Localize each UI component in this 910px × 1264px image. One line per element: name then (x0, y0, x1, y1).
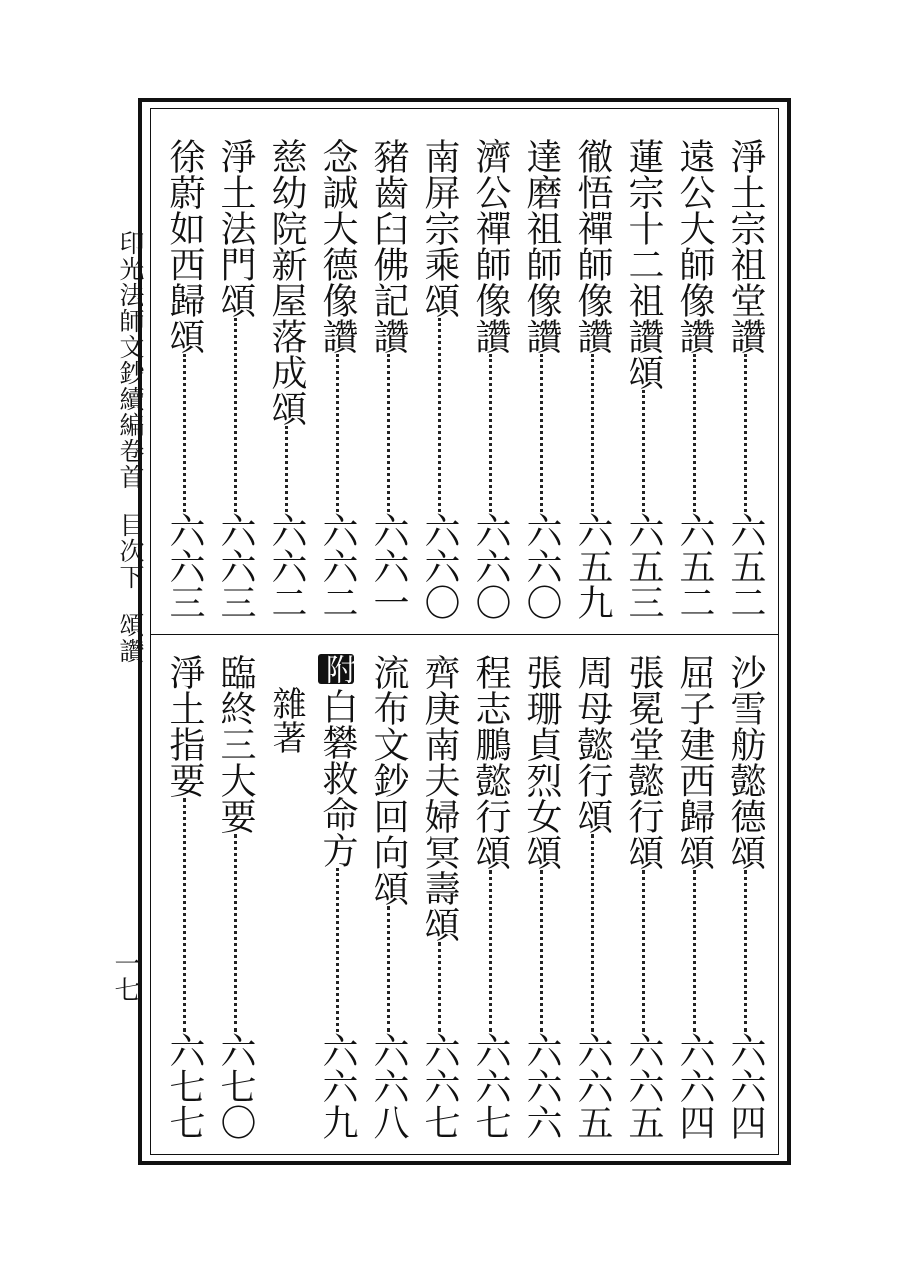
toc-entry-page: 六六四 (674, 1032, 715, 1140)
toc-entry-page: 六六〇 (470, 512, 511, 620)
dot-leader (234, 834, 237, 1032)
toc-entry-title: 徹悟禪師像讚 (572, 138, 613, 354)
toc-entry[interactable] (211, 138, 259, 620)
toc-entry-page: 六六三 (164, 512, 205, 620)
toc-entry-title: 程志鵬懿行頌 (470, 654, 511, 870)
toc-entry[interactable] (262, 138, 310, 620)
toc-entry[interactable] (160, 138, 208, 620)
appendix-mark: 附 (320, 654, 355, 684)
toc-entry[interactable] (670, 138, 718, 620)
toc-entry-page: 六五九 (572, 512, 613, 620)
dot-leader (489, 870, 492, 1032)
toc-entry-title: 豬齒臼佛記讚 (368, 138, 409, 354)
toc-entry-page: 六六〇 (419, 512, 460, 620)
toc-entry-page: 六五三 (623, 512, 664, 620)
toc-entry-title: 屈子建西歸頌 (674, 654, 715, 870)
dot-leader (438, 318, 441, 512)
toc-entry-title: 淨土指要 (164, 654, 205, 798)
section-heading (262, 654, 310, 1140)
toc-entry-page: 六六〇 (521, 512, 562, 620)
dot-leader (285, 426, 288, 512)
toc-entry-page: 六六二 (317, 512, 358, 620)
toc-entry-page: 六六三 (215, 512, 256, 620)
toc-entry-title: 流布文鈔回向頌 (368, 654, 409, 906)
toc-entry-page: 六六一 (368, 512, 409, 620)
toc-entry-page: 六五二 (725, 512, 766, 620)
register-divider (150, 634, 779, 635)
dot-leader (642, 870, 645, 1032)
toc-entry-page: 六六五 (623, 1032, 664, 1140)
toc-entry[interactable] (313, 654, 361, 1140)
dot-leader (540, 870, 543, 1032)
toc-entry-page: 六五二 (674, 512, 715, 620)
dot-leader (693, 870, 696, 1032)
running-head-book: 印光法師文鈔續編卷首 (116, 230, 145, 490)
dot-leader (693, 354, 696, 512)
toc-entry-title: 淨土法門頌 (215, 138, 256, 318)
toc-entry-page: 六六六 (521, 1032, 562, 1140)
dot-leader (540, 354, 543, 512)
page-number: 一七 (110, 950, 140, 1002)
toc-entry-title: 徐蔚如西歸頌 (164, 138, 205, 354)
toc-entry-page: 六六四 (725, 1032, 766, 1140)
dot-leader (591, 354, 594, 512)
dot-leader (744, 870, 747, 1032)
toc-entry-title-text: 白礬救命方 (317, 688, 358, 868)
toc-entry-title: 南屏宗乘頌 (419, 138, 460, 318)
toc-entry-page: 六七七 (164, 1032, 205, 1140)
toc-entry-page: 六六二 (266, 512, 307, 620)
dot-leader (183, 354, 186, 512)
toc-entry-title: 張冕堂懿行頌 (623, 654, 664, 870)
toc-entry[interactable] (619, 138, 667, 620)
toc-entry[interactable] (721, 138, 769, 620)
toc-entry-title: 齊庚南夫婦冥壽頌 (419, 654, 460, 942)
toc-entry[interactable] (466, 138, 514, 620)
dot-leader (591, 834, 594, 1032)
dot-leader (234, 318, 237, 512)
dot-leader (387, 906, 390, 1032)
dot-leader (438, 942, 441, 1032)
toc-entry-title: 張珊貞烈女頌 (521, 654, 562, 870)
toc-entry[interactable] (211, 654, 259, 1140)
toc-entry[interactable] (670, 654, 718, 1140)
toc-entry[interactable] (517, 654, 565, 1140)
dot-leader (336, 868, 339, 1032)
toc-entry-title: 慈幼院新屋落成頌 (266, 138, 307, 426)
toc-entry[interactable] (466, 654, 514, 1140)
toc-entry[interactable] (364, 138, 412, 620)
toc-entry-title: 濟公禪師像讚 (470, 138, 511, 354)
toc-entry[interactable] (160, 654, 208, 1140)
toc-entry[interactable] (517, 138, 565, 620)
running-head-section: 目次下 (116, 512, 145, 590)
dot-leader (183, 798, 186, 1032)
toc-entry-title: 念誠大德像讚 (317, 138, 358, 354)
toc-entry-title: 蓮宗十二祖讚頌 (623, 138, 664, 390)
toc-entry-title: 沙雪舫懿德頌 (725, 654, 766, 870)
toc-entry-page: 六七〇 (215, 1032, 256, 1140)
section-heading-text: 雜著 (266, 686, 306, 754)
toc-entry-page: 六六七 (470, 1032, 511, 1140)
toc-entry-title: 周母懿行頌 (572, 654, 613, 834)
dot-leader (489, 354, 492, 512)
toc-entry[interactable] (568, 654, 616, 1140)
toc-entry-page: 六六五 (572, 1032, 613, 1140)
toc-entry-title: 臨終三大要 (215, 654, 256, 834)
toc-entry[interactable] (313, 138, 361, 620)
toc-entry-page: 六六七 (419, 1032, 460, 1140)
toc-entry-title (313, 654, 361, 868)
toc-entry[interactable] (364, 654, 412, 1140)
dot-leader (387, 354, 390, 512)
toc-entry-title: 淨土宗祖堂讚 (725, 138, 766, 354)
toc-entry[interactable] (721, 654, 769, 1140)
dot-leader (336, 354, 339, 512)
dot-leader (642, 390, 645, 512)
toc-entry-page: 六六八 (368, 1032, 409, 1140)
toc-entry[interactable] (568, 138, 616, 620)
toc-entry[interactable] (415, 654, 463, 1140)
dot-leader (744, 354, 747, 512)
toc-entry[interactable] (619, 654, 667, 1140)
toc-entry[interactable] (415, 138, 463, 620)
running-head-subsection: 頌讚 (116, 612, 145, 664)
toc-entry-title: 遠公大師像讚 (674, 138, 715, 354)
toc-entry-page: 六六九 (317, 1032, 358, 1140)
toc-entry-title: 達磨祖師像讚 (521, 138, 562, 354)
